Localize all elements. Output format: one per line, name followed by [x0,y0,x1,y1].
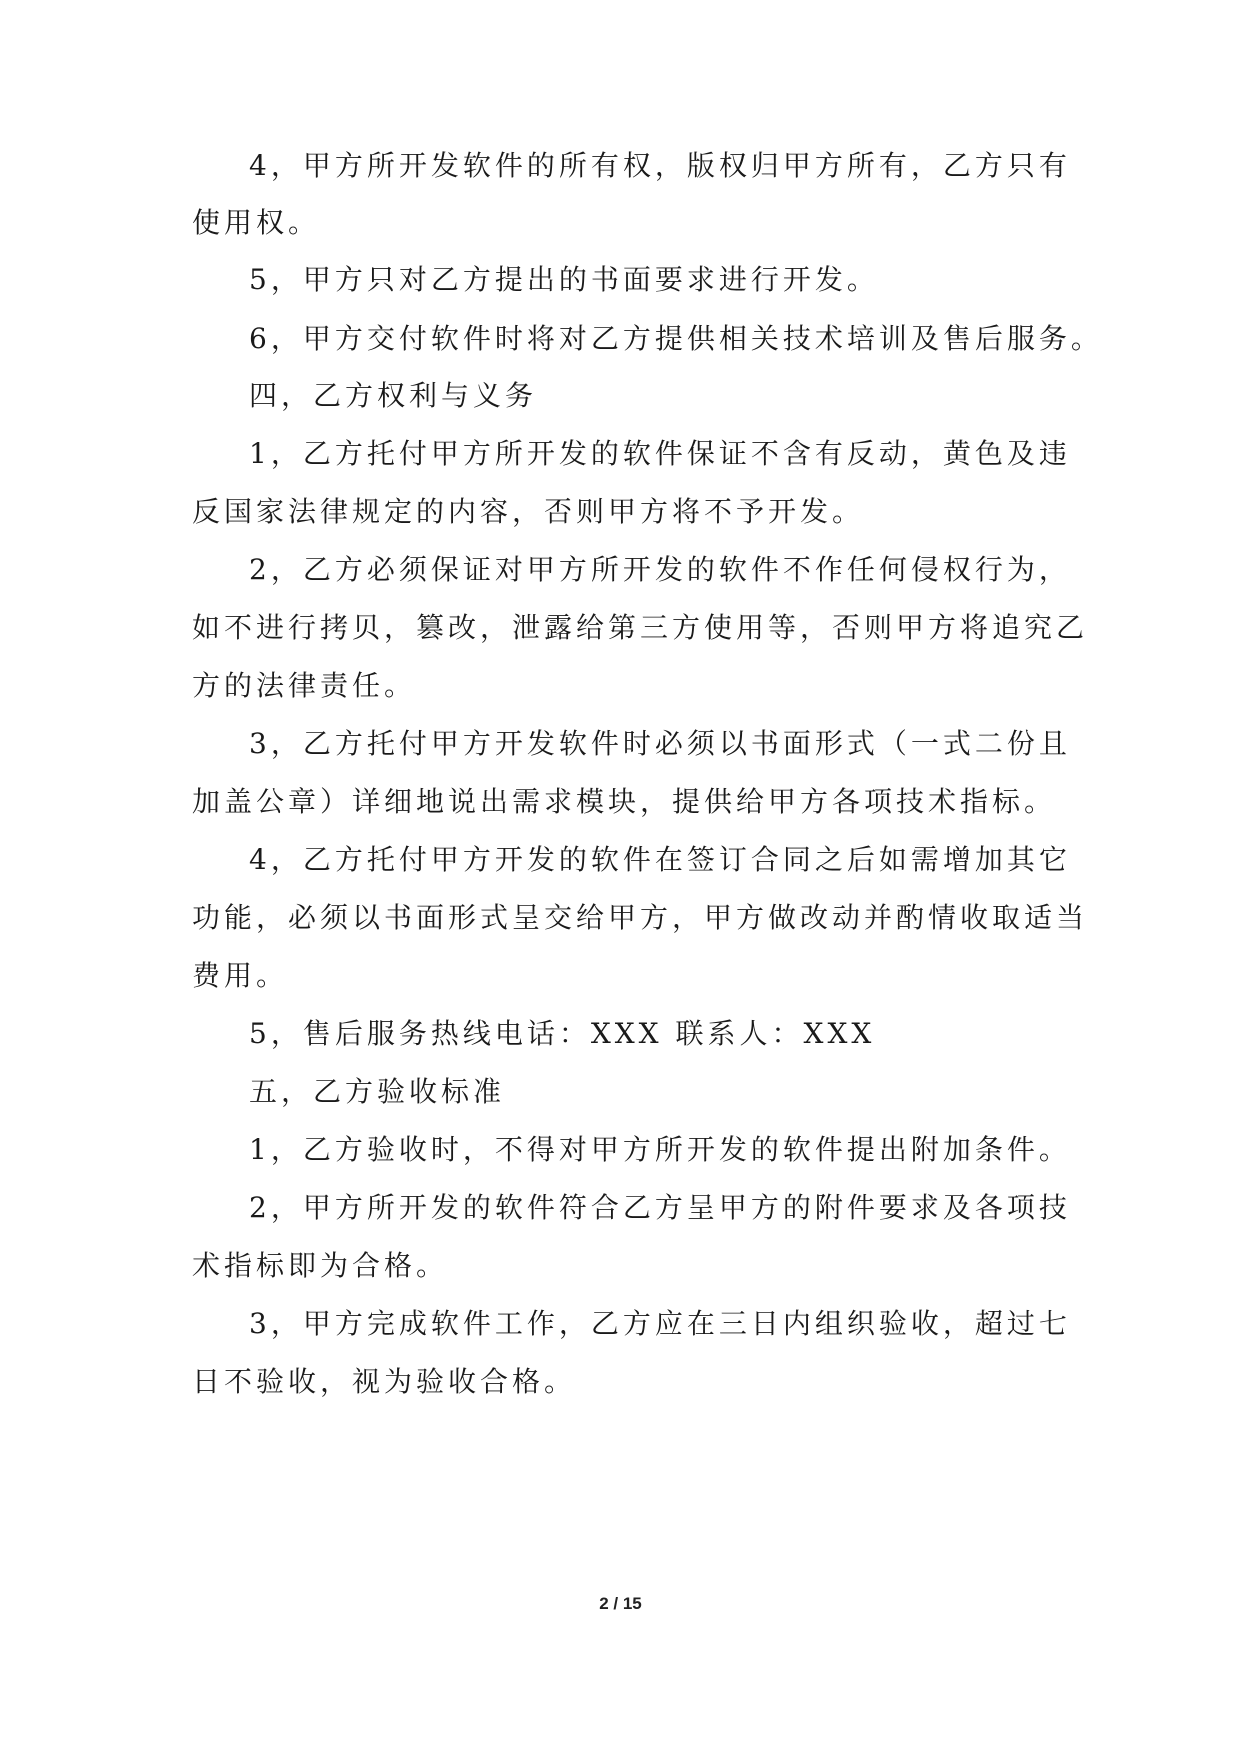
paragraph-line: 3，乙方托付甲方开发软件时必须以书面形式（一式二份且 [249,727,1071,760]
paragraph-line: 日不验收，视为验收合格。 [192,1365,577,1398]
paragraph-line: 如不进行拷贝，篡改，泄露给第三方使用等，否则甲方将追究乙 [192,611,1089,644]
paragraph-line: 费用。 [192,959,289,992]
paragraph-line: 1，乙方验收时，不得对甲方所开发的软件提出附加条件。 [249,1133,1071,1166]
paragraph-line: 功能，必须以书面形式呈交给甲方，甲方做改动并酌情收取适当 [192,901,1089,934]
paragraph-line: 3，甲方完成软件工作，乙方应在三日内组织验收，超过七 [249,1307,1071,1340]
paragraph-line: 加盖公章）详细地说出需求模块，提供给甲方各项技术指标。 [192,785,1057,818]
paragraph-line: 2，甲方所开发的软件符合乙方呈甲方的附件要求及各项技 [249,1191,1071,1224]
paragraph-line: 6，甲方交付软件时将对乙方提供相关技术培训及售后服务。 [249,322,1103,355]
paragraph-line: 反国家法律规定的内容，否则甲方将不予开发。 [192,495,865,528]
paragraph-line: 2，乙方必须保证对甲方所开发的软件不作任何侵权行为， [249,553,1071,586]
page-number: 2 / 15 [599,1594,642,1613]
paragraph-line: 术指标即为合格。 [192,1249,449,1282]
paragraph-line: 5，售后服务热线电话：XXX 联系人：XXX [249,1017,876,1050]
paragraph-line: 方的法律责任。 [192,669,417,702]
paragraph-line: 4，乙方托付甲方开发的软件在签订合同之后如需增加其它 [249,843,1071,876]
paragraph-line: 5，甲方只对乙方提出的书面要求进行开发。 [249,263,879,296]
paragraph-line: 4，甲方所开发软件的所有权，版权归甲方所有，乙方只有 [249,149,1071,182]
paragraph-line: 使用权。 [192,206,321,239]
section-heading: 四，乙方权利与义务 [249,379,538,412]
paragraph-line: 1，乙方托付甲方所开发的软件保证不含有反动，黄色及违 [249,437,1071,470]
section-heading: 五，乙方验收标准 [249,1075,506,1108]
